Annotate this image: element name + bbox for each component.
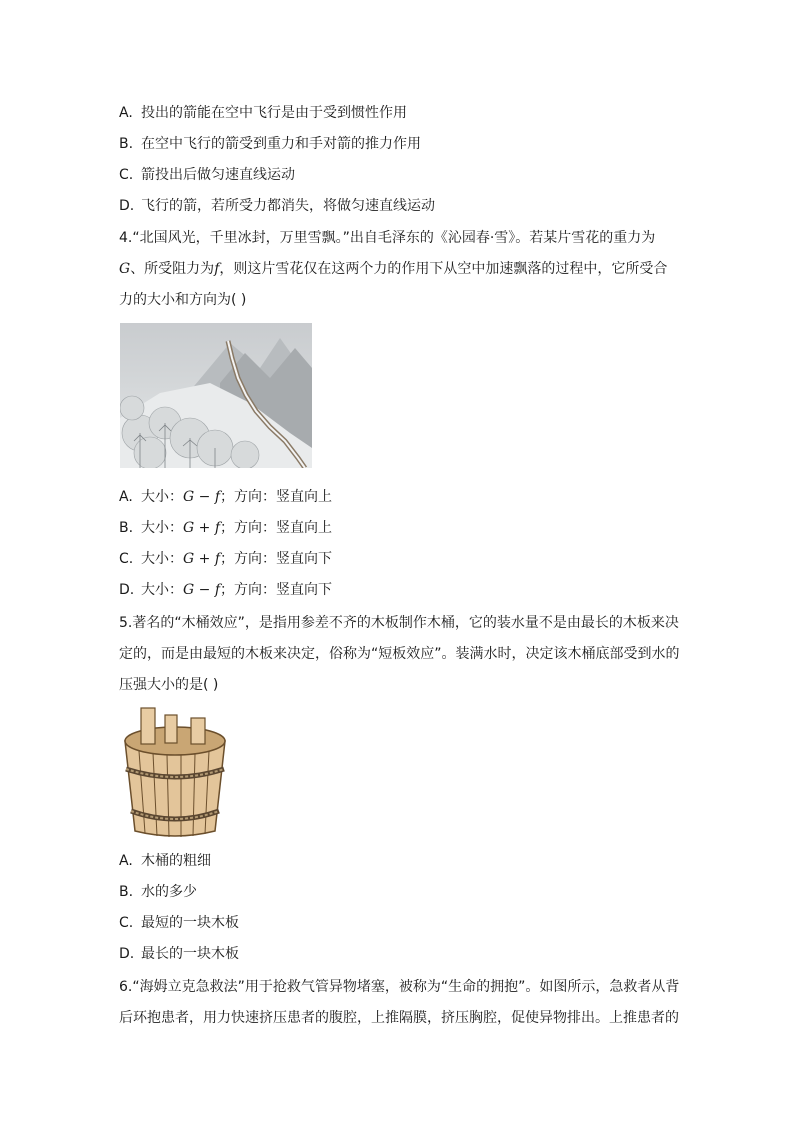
q4-stem-line-3: 力的大小和方向为( ): [119, 292, 247, 308]
q3-option-c: C. 箭投出后做匀速直线运动: [119, 167, 295, 183]
q4-option-c: C. 大小：G + f；方向：竖直向下: [119, 551, 332, 567]
q4-stem-line-2: G、所受阻力为f，则这片雪花仅在这两个力的作用下从空中加速飘落的过程中，它所受合: [119, 261, 668, 277]
q3-option-d: D. 飞行的箭，若所受力都消失，将做匀速直线运动: [119, 198, 435, 214]
q4-option-d: D. 大小：G − f；方向：竖直向下: [119, 582, 332, 598]
wooden-bucket-illustration: [119, 703, 231, 839]
snowy-great-wall-photo: [120, 323, 312, 468]
q5-option-d: D. 最长的一块木板: [119, 946, 239, 962]
q3-option-a: A. 投出的箭能在空中飞行是由于受到惯性作用: [119, 105, 407, 121]
q5-option-b: B. 水的多少: [119, 884, 197, 900]
q4-option-b: B. 大小：G + f；方向：竖直向上: [119, 520, 332, 536]
q3-option-b: B. 在空中飞行的箭受到重力和手对箭的推力作用: [119, 136, 421, 152]
q6-stem-line-1: 6.“海姆立克急救法”用于抢救气管异物堵塞，被称为“生命的拥抱”。如图所示，急救者从背: [119, 979, 680, 995]
q5-stem-line-3: 压强大小的是( ): [119, 677, 219, 693]
q6-stem-line-2: 后环抱患者，用力快速挤压患者的腹腔，上推隔膜，挤压胸腔，促使异物排出。上推患者的: [119, 1010, 679, 1026]
wooden-bucket-icon: [119, 703, 231, 839]
q4-option-a: A. 大小：G − f；方向：竖直向上: [119, 489, 332, 505]
q5-option-a: A. 木桶的粗细: [119, 853, 211, 869]
snowy-mountain-icon: [120, 323, 312, 468]
q4-stem-line-1: 4.“北国风光，千里冰封，万里雪飘。”出自毛泽东的《沁园春·雪》。若某片雪花的重力为: [119, 230, 656, 246]
q5-stem-line-2: 定的，而是由最短的木板来决定，俗称为“短板效应”。装满水时，决定该木桶底部受到水的: [119, 646, 680, 662]
q5-stem-line-1: 5.著名的“木桶效应”，是指用参差不齐的木板制作木桶，它的装水量不是由最长的木板来决: [119, 615, 679, 631]
q5-option-c: C. 最短的一块木板: [119, 915, 239, 931]
